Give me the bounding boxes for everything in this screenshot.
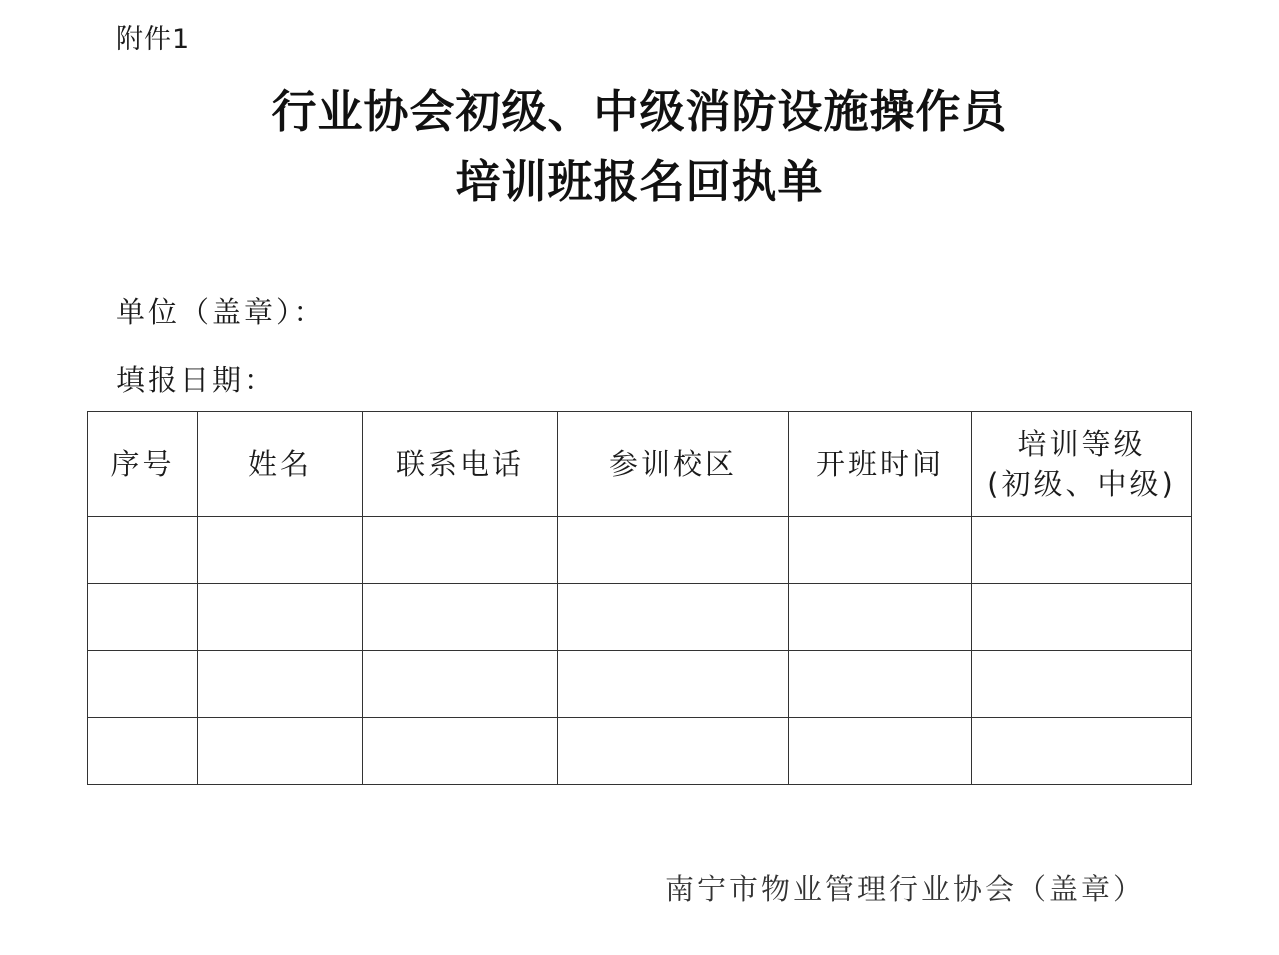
cell-name[interactable] xyxy=(198,584,363,651)
cell-phone[interactable] xyxy=(363,584,558,651)
cell-name[interactable] xyxy=(198,718,363,785)
header-training-level-options: (初级、中级) xyxy=(987,467,1176,501)
table-row xyxy=(88,584,1192,651)
cell-name[interactable] xyxy=(198,517,363,584)
header-training-level-title: 培训等级 xyxy=(1017,427,1146,461)
cell-campus[interactable] xyxy=(558,651,789,718)
cell-start-time[interactable] xyxy=(789,584,972,651)
cell-start-time[interactable] xyxy=(789,718,972,785)
cell-training-level[interactable] xyxy=(972,584,1192,651)
document-title-line-2: 培训班报名回执单 xyxy=(455,155,824,208)
header-training-level xyxy=(972,412,1192,517)
cell-seq[interactable] xyxy=(88,517,198,584)
cell-campus[interactable] xyxy=(558,718,789,785)
header-name: 姓名 xyxy=(198,412,363,517)
cell-training-level[interactable] xyxy=(972,651,1192,718)
cell-seq[interactable] xyxy=(88,718,198,785)
table-row xyxy=(88,718,1192,785)
table-row xyxy=(88,517,1192,584)
footer-organization-seal: 南宁市物业管理行业协会（盖章） xyxy=(664,872,1145,906)
cell-campus[interactable] xyxy=(558,517,789,584)
cell-seq[interactable] xyxy=(88,584,198,651)
unit-field-label: 单位（盖章）： xyxy=(116,295,326,329)
cell-start-time[interactable] xyxy=(789,517,972,584)
cell-name[interactable] xyxy=(198,651,363,718)
date-field-label: 填报日期： xyxy=(116,363,277,397)
registration-table xyxy=(87,411,1192,785)
cell-training-level[interactable] xyxy=(972,718,1192,785)
cell-phone[interactable] xyxy=(363,718,558,785)
header-seq: 序号 xyxy=(88,412,198,517)
header-phone: 联系电话 xyxy=(363,412,558,517)
header-start-time: 开班时间 xyxy=(789,412,972,517)
attachment-label: 附件1 xyxy=(116,24,191,55)
cell-phone[interactable] xyxy=(363,651,558,718)
header-campus: 参训校区 xyxy=(558,412,789,517)
table-row xyxy=(88,651,1192,718)
table-header-row xyxy=(88,412,1192,517)
document-title-line-1: 行业协会初级、中级消防设施操作员 xyxy=(271,85,1008,138)
cell-seq[interactable] xyxy=(88,651,198,718)
cell-phone[interactable] xyxy=(363,517,558,584)
cell-start-time[interactable] xyxy=(789,651,972,718)
cell-training-level[interactable] xyxy=(972,517,1192,584)
cell-campus[interactable] xyxy=(558,584,789,651)
